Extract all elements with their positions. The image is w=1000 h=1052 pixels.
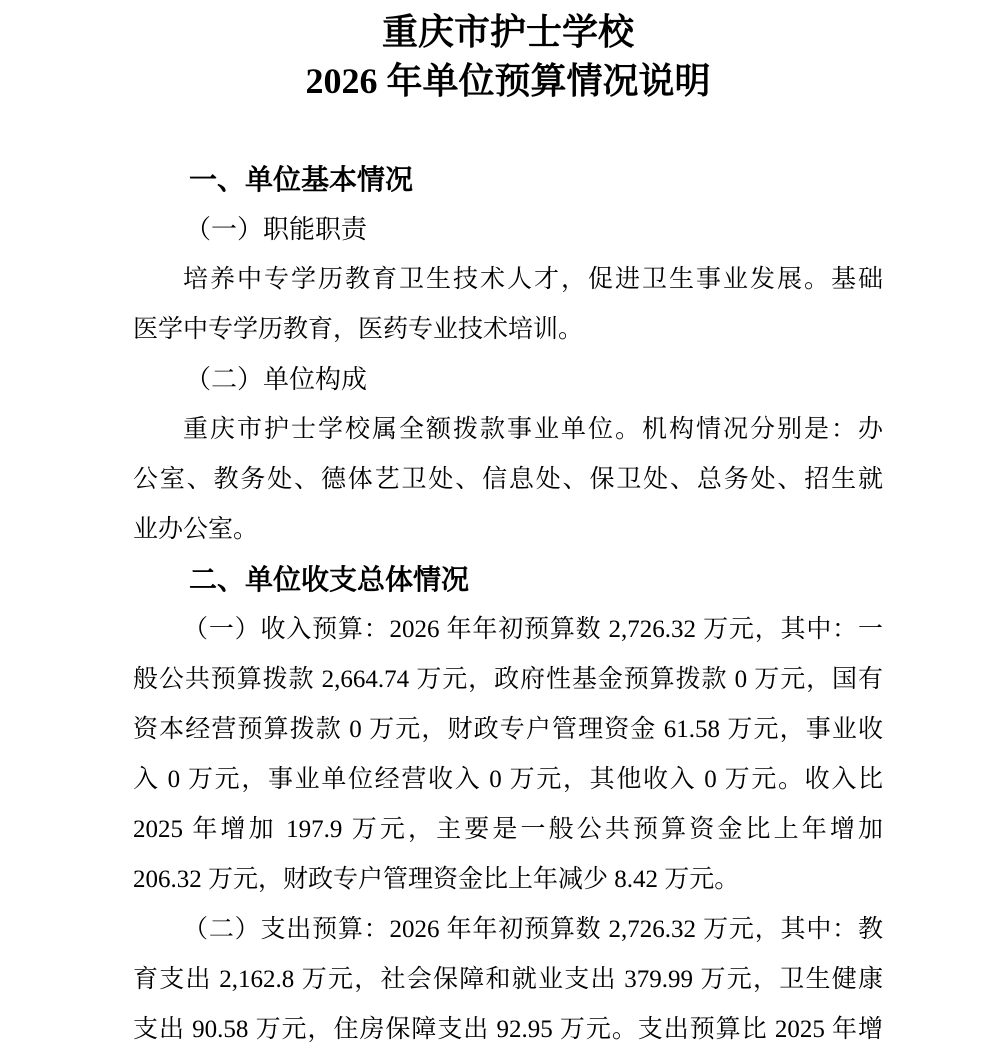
paragraph-line: 206.32 万元，财政专户管理资金比上年减少 8.42 万元。 — [133, 866, 740, 893]
paragraph-line: 2025 年增加 197.9 万元，主要是一般公共预算资金比上年增加 — [133, 816, 883, 843]
paragraph — [133, 255, 883, 355]
subsection-heading: （二）单位构成 — [185, 365, 368, 394]
paragraph-line: （二）支出预算：2026 年年初预算数 2,726.32 万元，其中：教 — [183, 916, 883, 943]
document-body — [133, 155, 883, 1052]
section-heading: 二、单位收支总体情况 — [189, 564, 470, 595]
paragraph-line: 医学中专学历教育，医药专业技术培训。 — [133, 316, 584, 343]
paragraph-line: 重庆市护士学校属全额拨款事业单位。机构情况分别是：办 — [183, 416, 883, 443]
paragraph — [133, 905, 883, 1052]
document-title — [133, 0, 883, 106]
paragraph-line: 支出 90.58 万元，住房保障支出 92.95 万元。支出预算比 2025 年增 — [133, 1016, 883, 1043]
paragraph-line: 般公共预算拨款 2,664.74 万元，政府性基金预算拨款 0 万元，国有 — [133, 666, 883, 693]
paragraph-line: 育支出 2,162.8 万元，社会保障和就业支出 379.99 万元，卫生健康 — [133, 966, 883, 993]
paragraph-line: 业办公室。 — [133, 516, 259, 543]
paragraph — [133, 405, 883, 555]
title-line-2: 2026 年单位预算情况说明 — [305, 61, 711, 101]
paragraph-line: 入 0 万元，事业单位经营收入 0 万元，其他收入 0 万元。收入比 — [133, 766, 883, 793]
subsection-heading: （一）职能职责 — [185, 215, 368, 244]
title-line-1: 重庆市护士学校 — [381, 12, 634, 52]
section-heading: 一、单位基本情况 — [189, 164, 414, 195]
paragraph-line: 公室、教务处、德体艺卫处、信息处、保卫处、总务处、招生就 — [133, 466, 883, 493]
paragraph-line: （一）收入预算：2026 年年初预算数 2,726.32 万元，其中：一 — [183, 616, 883, 643]
paragraph-line: 资本经营预算拨款 0 万元，财政专户管理资金 61.58 万元，事业收 — [133, 716, 883, 743]
paragraph-line: 培养中专学历教育卫生技术人才，促进卫生事业发展。基础 — [183, 266, 883, 293]
paragraph — [133, 605, 883, 905]
document-content — [133, 0, 883, 1052]
